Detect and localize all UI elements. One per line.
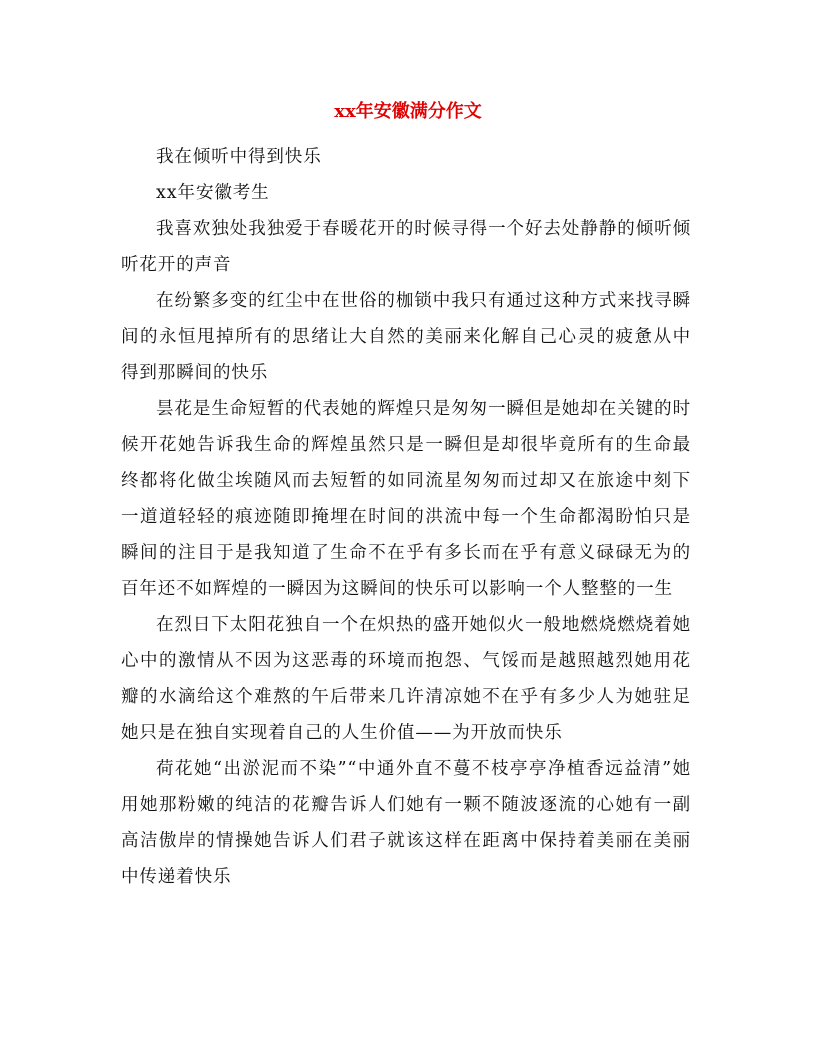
essay-author: xx年安徽考生 (156, 183, 270, 203)
essay-heading: 我在倾听中得到快乐 (156, 147, 322, 167)
paragraph: 我喜欢独处我独爱于春暖花开的时候寻得一个好去处静静的倾听倾听花开的声音 (121, 219, 691, 275)
paragraph: 昙花是生命短暂的代表她的辉煌只是匆匆一瞬但是她却在关键的时候开花她告诉我生命的辉煌虽然只是一瞬但是却很毕竟所有的生命最终都将化做尘埃随风而去短暂的如同流星匆匆而过却又在旅途中刻下一道道轻轻的痕迹随即掩埋在时间的洪流中每一个生命都渴盼怕只是瞬间的注目于是我知道了生命不在乎有多长而在乎有意义碌碌无为的百年还不如辉煌的一瞬因为这瞬间的快乐可以影响一个人整整的一生 (121, 399, 691, 599)
paragraph: 在烈日下太阳花独自一个在炽热的盛开她似火一般地燃烧燃烧着她心中的激情从不因为这恶毒的环境而抱怨、气馁而是越照越烈她用花瓣的水滴给这个难熬的午后带来几许清凉她不在乎有多少人为她驻足她只是在独自实现着自己的人生价值——为开放而快乐 (121, 615, 691, 743)
document-title: xx年安徽满分作文 (334, 101, 482, 122)
paragraph: 荷花她“出淤泥而不染”“中通外直不蔓不枝亭亭净植香远益清”她用她那粉嫩的纯洁的花瓣告诉人们她有一颗不随波逐流的心她有一副高洁傲岸的情操她告诉人们君子就该这样在距离中保持着美丽在美丽中传递着快乐 (121, 759, 691, 887)
document-body (121, 139, 691, 895)
paragraph: 在纷繁多变的红尘中在世俗的枷锁中我只有通过这种方式来找寻瞬间的永恒甩掉所有的思绪让大自然的美丽来化解自己心灵的疲惫从中得到那瞬间的快乐 (121, 291, 691, 383)
